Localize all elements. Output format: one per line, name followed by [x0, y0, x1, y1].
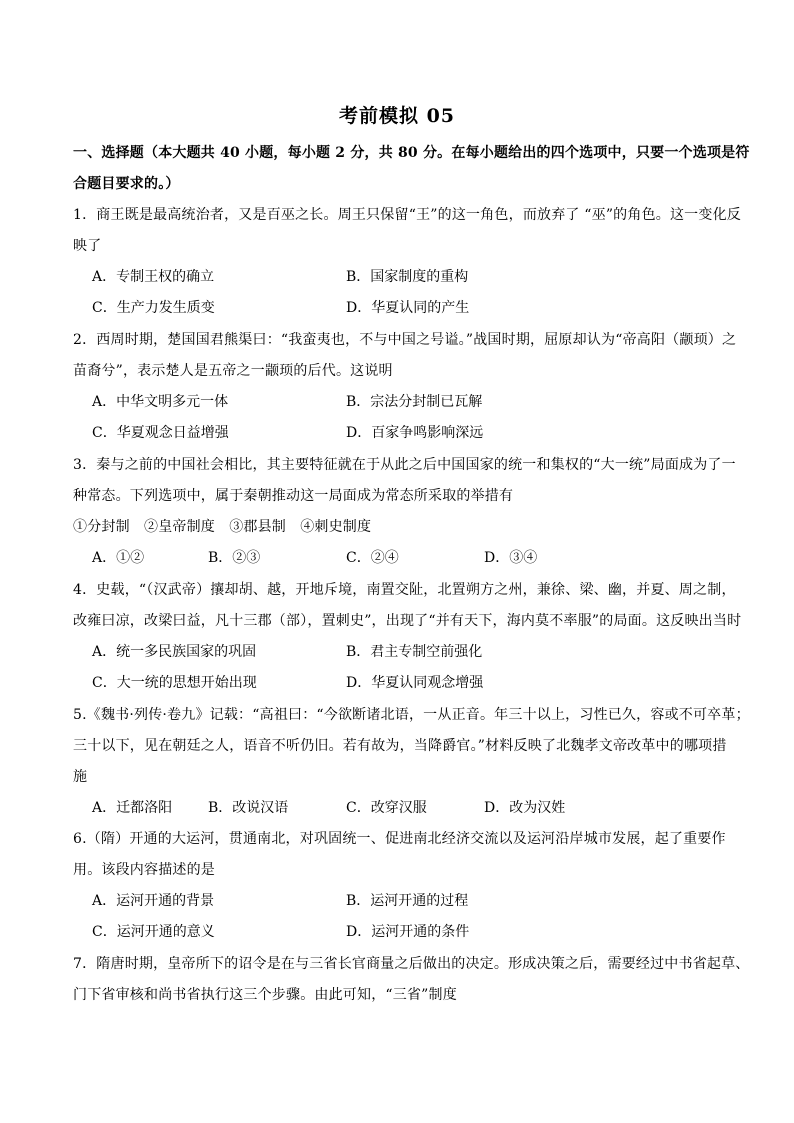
question-4-option-b: B．君主专制空前强化	[346, 644, 483, 660]
question-3-option-b: B．②③	[208, 550, 261, 566]
question-4-stem-line-2: 改雍曰凉，改梁曰益，凡十三郡（部），置刺史”，出现了“并有天下，海内莫不率服”的局面。这反映出当时	[73, 613, 742, 629]
question-5-stem-line-3: 施	[73, 769, 88, 785]
question-4-option-a: A．统一多民族国家的巩固	[92, 644, 257, 660]
question-5-stem-line-2: 三十以下，见在朝廷之人，语音不听仍旧。若有故为，当降爵官。”材料反映了北魏孝文帝改革中的哪项措	[73, 738, 727, 754]
question-1-option-a: A．专制王权的确立	[92, 269, 215, 285]
question-1-option-d: D．华夏认同的产生	[346, 300, 470, 316]
question-4-option-d: D．华夏认同观念增强	[346, 675, 484, 691]
question-5-option-b: B．改说汉语	[208, 800, 289, 816]
question-6-stem-line-1: 6.（隋）开通的大运河，贯通南北，对巩固统一、促进南北经济交流以及运河沿岸城市发展，起了重要作	[73, 831, 726, 847]
question-3-option-c: C．②④	[346, 550, 399, 566]
question-4-option-c: C．大一统的思想开始出现	[92, 675, 257, 691]
question-6-option-b: B．运河开通的过程	[346, 893, 469, 909]
question-3-option-d: D．③④	[484, 550, 538, 566]
question-2-stem-line-1: 2．西周时期，楚国国君熊渠曰：“我蛮夷也，不与中国之号谥。”战国时期，屈原却认为“帝高阳（颛顼）之	[73, 332, 737, 348]
question-6-option-d: D．运河开通的条件	[346, 924, 470, 940]
question-5-option-d: D．改为汉姓	[484, 800, 566, 816]
question-3-option-a: A．①②	[92, 550, 145, 566]
question-6-stem-line-2: 用。该段内容描述的是	[73, 862, 215, 878]
question-3-sub-items: ①分封制 ②皇帝制度 ③郡县制 ④刺史制度	[73, 519, 372, 535]
question-2-option-c: C．华夏观念日益增强	[92, 425, 229, 441]
section-instructions-line-1: 一、选择题（本大题共 40 小题，每小题 2 分，共 80 分。在每小题给出的四个选项中，只要一个选项是符	[73, 145, 750, 161]
question-1-stem-line-2: 映了	[73, 238, 102, 254]
question-2-option-b: B．宗法分封制已瓦解	[346, 394, 483, 410]
question-7-stem-line-2: 门下省审核和尚书省执行这三个步骤。由此可知，“三省”制度	[73, 987, 457, 1003]
question-5-option-a: A．迁都洛阳	[92, 800, 173, 816]
question-2-option-a: A．中华文明多元一体	[92, 394, 229, 410]
question-3-stem-line-1: 3．秦与之前的中国社会相比，其主要特征就在于从此之后中国国家的统一和集权的“大一统”局面成为了一	[73, 457, 736, 473]
page-title: 考前模拟 05	[338, 105, 456, 127]
question-7-stem-line-1: 7．隋唐时期，皇帝所下的诏令是在与三省长官商量之后做出的决定。形成决策之后，需要经过中书省起草、	[73, 956, 750, 972]
question-2-stem-line-2: 苗裔兮”，表示楚人是五帝之一颛顼的后代。这说明	[73, 363, 393, 379]
question-1-option-c: C．生产力发生质变	[92, 300, 215, 316]
question-6-option-c: C．运河开通的意义	[92, 924, 215, 940]
question-5-option-c: C．改穿汉服	[346, 800, 427, 816]
question-4-stem-line-1: 4．史载，“（汉武帝）攘却胡、越，开地斥境，南置交阯，北置朔方之州，兼徐、梁、幽，并夏、周之制，	[73, 582, 736, 598]
question-6-option-a: A．运河开通的背景	[92, 893, 215, 909]
question-5-stem-line-1: 5.《魏书·列传·卷九》记载：“高祖曰：“今欲断诸北语，一从正音。年三十以上，习性已久，容或不可卒革；	[73, 707, 750, 723]
question-2-option-d: D．百家争鸣影响深远	[346, 425, 484, 441]
question-1-stem-line-1: 1．商王既是最高统治者，又是百巫之长。周王只保留“王”的这一角色，而放弃了 “巫”的角色。这一变化反	[73, 207, 741, 223]
question-1-option-b: B．国家制度的重构	[346, 269, 469, 285]
question-3-stem-line-2: 种常态。下列选项中，属于秦朝推动这一局面成为常态所采取的举措有	[73, 488, 514, 504]
section-instructions-line-2: 合题目要求的。）	[73, 176, 180, 192]
